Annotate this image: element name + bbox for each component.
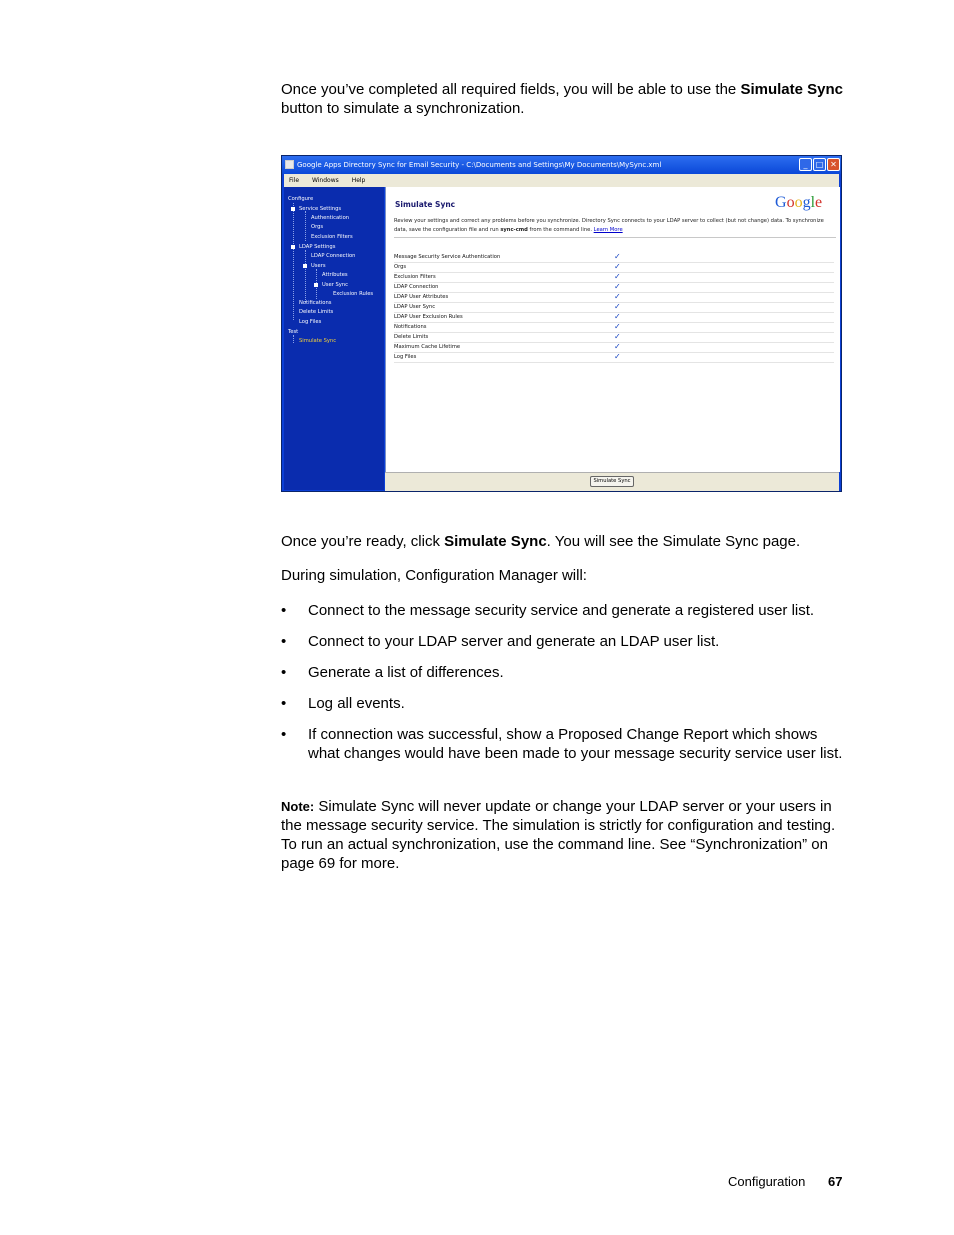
- check-label: LDAP User Exclusion Rules: [394, 314, 463, 320]
- bullet-icon: •: [281, 664, 287, 681]
- checkmark-icon: ✓: [614, 352, 621, 361]
- note-label: Note:: [281, 799, 315, 814]
- check-label: LDAP User Sync: [394, 304, 436, 310]
- app-icon: [285, 160, 294, 169]
- ready-paragraph: Once you’re ready, click Simulate Sync. You will see the Simulate Sync page.: [281, 533, 801, 550]
- divider: [394, 237, 836, 238]
- during-paragraph: During simulation, Configuration Manager will:: [281, 567, 587, 584]
- checkmark-icon: ✓: [614, 252, 621, 261]
- check-label: Delete Limits: [394, 334, 429, 340]
- tree-log-files[interactable]: Log Files: [299, 319, 322, 325]
- tree-attributes[interactable]: Attributes: [322, 272, 348, 278]
- bullet-icon: •: [281, 633, 287, 650]
- tree-orgs[interactable]: Orgs: [311, 224, 324, 230]
- check-label: Orgs: [394, 264, 407, 270]
- bullet-icon: •: [281, 602, 287, 619]
- menu-bar: [284, 174, 839, 187]
- tree-user-sync[interactable]: User Sync: [322, 282, 348, 288]
- close-icon[interactable]: ✕: [827, 158, 840, 171]
- learn-more-link[interactable]: Learn More: [593, 227, 623, 233]
- collapse-icon[interactable]: [303, 264, 307, 268]
- tree-exclusion-filters[interactable]: Exclusion Filters: [311, 234, 353, 240]
- content-pane: [385, 187, 840, 472]
- collapse-icon[interactable]: [291, 207, 295, 211]
- window-title: Google Apps Directory Sync for Email Security - C:\Documents and Settings\My Documents\MySync.xml: [297, 161, 662, 169]
- page-number: 67: [828, 1174, 843, 1189]
- tree-simulate-sync[interactable]: Simulate Sync: [299, 338, 337, 344]
- footer-section: Configuration: [728, 1174, 806, 1189]
- check-label: Notifications: [394, 324, 427, 330]
- check-list: [394, 253, 834, 363]
- checkmark-icon: ✓: [614, 282, 621, 291]
- collapse-icon[interactable]: [314, 283, 318, 287]
- tree-ldap-settings[interactable]: LDAP Settings: [299, 244, 336, 250]
- intro-paragraph: [281, 80, 843, 118]
- checkmark-icon: ✓: [614, 302, 621, 311]
- checkmark-icon: ✓: [614, 272, 621, 281]
- menu-file[interactable]: File: [289, 177, 300, 184]
- intro-text-1: Once you’ve completed all required fields, you will be able to use the: [281, 81, 741, 98]
- collapse-icon[interactable]: [291, 245, 295, 249]
- check-label: Message Security Service Authentication: [394, 254, 501, 260]
- check-label: Log Files: [394, 354, 417, 360]
- tree-users[interactable]: Users: [311, 263, 326, 269]
- check-label: Maximum Cache Lifetime: [394, 344, 461, 350]
- bullet-icon: •: [281, 726, 287, 743]
- tree-service-settings[interactable]: Service Settings: [299, 206, 342, 212]
- tree-ldap-connection[interactable]: LDAP Connection: [311, 253, 356, 259]
- check-label: Exclusion Filters: [394, 274, 436, 280]
- tree-delete-limits[interactable]: Delete Limits: [299, 309, 334, 315]
- tree-notifications[interactable]: Notifications: [299, 300, 332, 306]
- intro-bold: Simulate Sync: [740, 81, 843, 98]
- checkmark-icon: ✓: [614, 262, 621, 271]
- description-text: Review your settings and correct any problems before you synchronize. Directory Sync connects to your LDAP server to collect (but not change) data. To synchronize data, save the configuration file and run sync-cmd from the command line. Learn More: [394, 218, 824, 233]
- checkmark-icon: ✓: [614, 322, 621, 331]
- tree-exclusion-rules[interactable]: Exclusion Rules: [333, 291, 374, 297]
- navigation-tree: [284, 187, 384, 490]
- checkmark-icon: ✓: [614, 332, 621, 341]
- tree-configure[interactable]: Configure: [288, 196, 314, 202]
- maximize-icon[interactable]: □: [813, 158, 826, 171]
- intro-text-2: button to simulate a synchronization.: [281, 100, 525, 117]
- check-label: LDAP Connection: [394, 284, 439, 290]
- note-paragraph: Note: Simulate Sync will never update or change your LDAP server or your users in the message security service. The simulation is strictly for configuration and testing. To run an actual synchronization, use the command line. See “Synchronization” on page 69 for more.: [281, 798, 836, 872]
- window-titlebar: [282, 156, 841, 174]
- menu-windows[interactable]: Windows: [311, 177, 339, 184]
- bullet-icon: •: [281, 695, 287, 712]
- google-logo: Google: [775, 194, 823, 211]
- checkmark-icon: ✓: [614, 312, 621, 321]
- menu-help[interactable]: Help: [351, 177, 366, 184]
- check-row: [394, 353, 834, 363]
- app-window-screenshot: [281, 155, 842, 492]
- minimize-icon[interactable]: _: [799, 158, 812, 171]
- checkmark-icon: ✓: [614, 342, 621, 351]
- tree-authentication[interactable]: Authentication: [311, 215, 350, 221]
- checkmark-icon: ✓: [614, 292, 621, 301]
- check-label: LDAP User Attributes: [394, 294, 449, 300]
- simulate-sync-button[interactable]: Simulate Sync: [590, 476, 634, 487]
- tree-test[interactable]: Test: [288, 329, 299, 335]
- page-title: Simulate Sync: [395, 200, 456, 209]
- bottom-bar: [385, 472, 839, 491]
